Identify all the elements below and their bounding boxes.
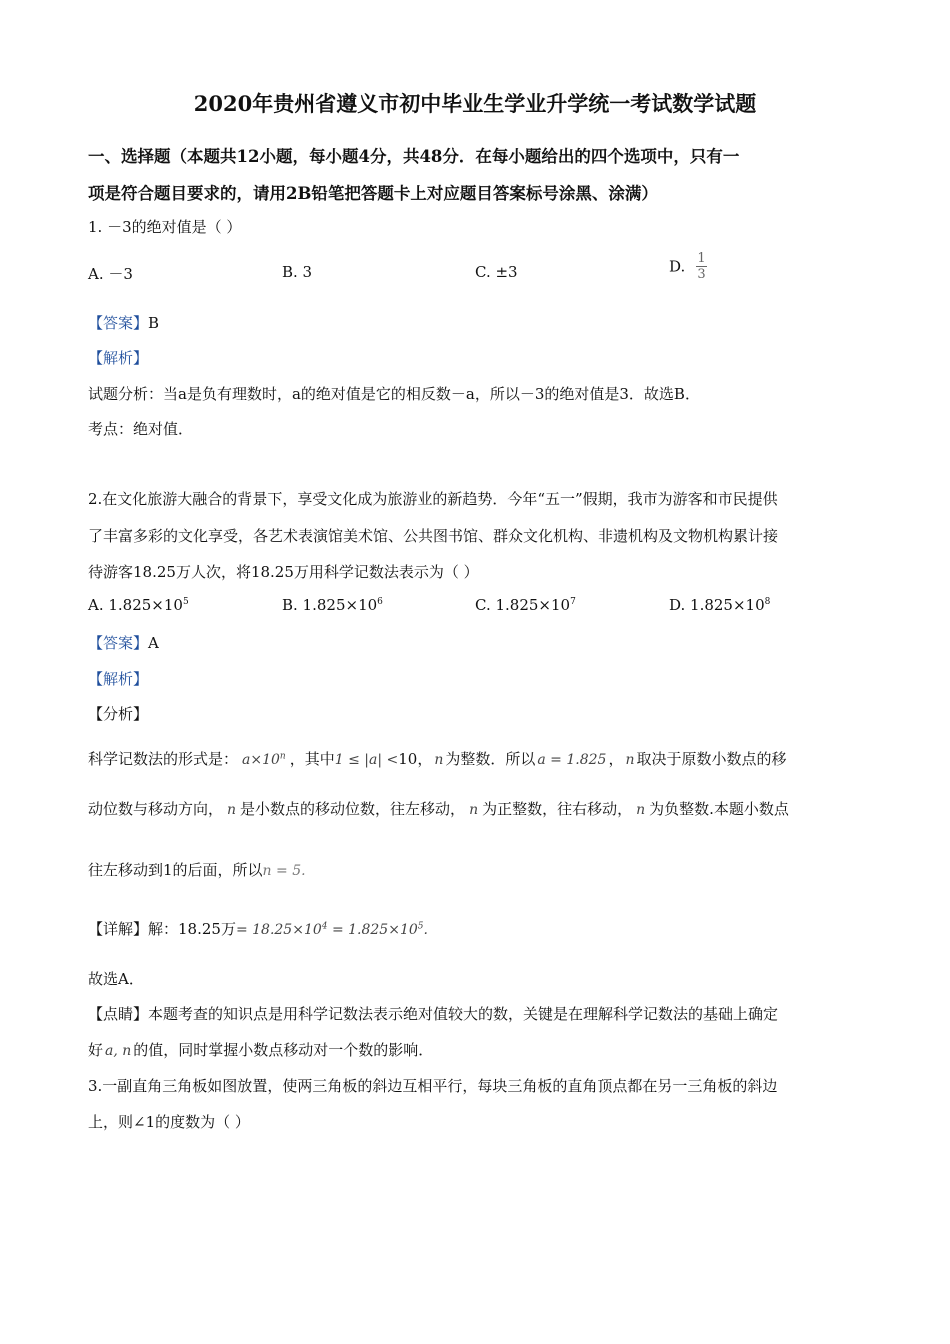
q2-stem-line1: 2.在文化旅游大融合的背景下，享受文化成为旅游业的新趋势．今年“五一”假期，我市为游客和市民提供 — [88, 490, 778, 508]
q2-fenxi-line2: 动位数与移动方向， n 是小数点的移动位数，往左移动， n 为正整数，往右移动， n 为负整数.本题小数点 — [88, 800, 789, 818]
q2-fenxi-line3: 往左移动到1的后面，所以n = 5. — [88, 861, 306, 879]
answer-value: B — [148, 314, 160, 332]
fraction-numerator: 1 — [697, 251, 706, 266]
q2-dianjing-line1: 【点睛】本题考查的知识点是用科学记数法表示绝对值较大的数，关键是在理解科学记数法的基础上确定 — [88, 1005, 779, 1023]
q1-point: 考点：绝对值． — [88, 420, 194, 438]
q2-option-b: B. $1.825\times 10^6$ — [282, 596, 383, 614]
q2-option-d: D. $1.825\times 10^8$ — [669, 596, 771, 614]
q2-dianjing-line2: 好 a, n 的值，同时掌握小数点移动对一个数的影响． — [88, 1041, 434, 1059]
formula-detail: = $18.25\times 10^4 = 1.825\times 10^5$. — [235, 921, 428, 938]
q2-fenxi-tag: 【分析】 — [88, 705, 149, 723]
q1-analysis-tag: 【解析】 — [88, 349, 149, 367]
answer-tag: 【答案】 — [88, 634, 149, 652]
q2-fenxi-line1: 科学记数法的形式是： $a\times 10^n$ ，其中1 ≤ |a| <10， n 为整数．所以 a = 1.825 ， n 取决于原数小数点的移 — [88, 750, 787, 768]
q3-stem-line1: 3.一副直角三角板如图放置，使两三角板的斜边互相平行，每块三角板的直角顶点都在另一三角板的斜边 — [88, 1077, 778, 1095]
section-heading-line2: 项是符合题目要求的，请用2B铅笔把答题卡上对应题目答案标号涂黑、涂满） — [88, 184, 658, 203]
q2-choose: 故选A． — [88, 970, 144, 988]
q2-stem-line2: 了丰富多彩的文化享受，各艺术表演馆美术馆、公共图书馆、群众文化机构、非遗机构及文物机构累计接 — [88, 527, 779, 545]
q1-analysis: 试题分析：当a是负有理数时，a的绝对值是它的相反数－a，所以－3的绝对值是3．故选B． — [88, 385, 700, 403]
answer-value: A — [148, 634, 159, 652]
q1-option-d-label: D. — [669, 257, 686, 276]
q1-option-a: A. －3 — [88, 265, 133, 283]
page-title: 2020年贵州省遵义市初中毕业生学业升学统一考试数学试题 — [193, 91, 757, 116]
q1-option-d — [669, 252, 707, 281]
formula-a-value: a = 1.825 — [537, 752, 607, 768]
fraction-denominator: 3 — [697, 267, 706, 282]
formula-range: 1 ≤ |a| < — [334, 752, 399, 768]
q1-option-c: C. ±3 — [475, 263, 518, 281]
q2-stem-line3: 待游客18.25万人次，将18.25万用科学记数法表示为（ ） — [88, 563, 479, 581]
q1-answer — [88, 312, 159, 333]
q1-option-d-fraction — [696, 252, 707, 281]
q2-detail: 【详解】解：18.25万= $18.25\times 10^4 = 1.825\times 10^5$. — [88, 920, 428, 938]
q3-stem-line2: 上，则∠1的度数为（ ） — [88, 1113, 250, 1131]
q2-answer — [88, 632, 159, 653]
section-heading-line1: 一、选择题（本题共12小题，每小题4分，共48分．在每小题给出的四个选项中，只有一 — [88, 147, 740, 166]
q2-analysis-tag: 【解析】 — [88, 670, 149, 688]
q2-option-a: A. $1.825\times 10^5$ — [88, 596, 189, 614]
formula-scientific: $a\times 10^n$ — [242, 751, 286, 768]
q2-option-c: C. $1.825\times 10^7$ — [475, 596, 576, 614]
answer-tag: 【答案】 — [88, 314, 149, 332]
q1-stem: 1. －3的绝对值是（ ） — [88, 218, 242, 236]
q1-option-b: B. 3 — [282, 263, 313, 281]
